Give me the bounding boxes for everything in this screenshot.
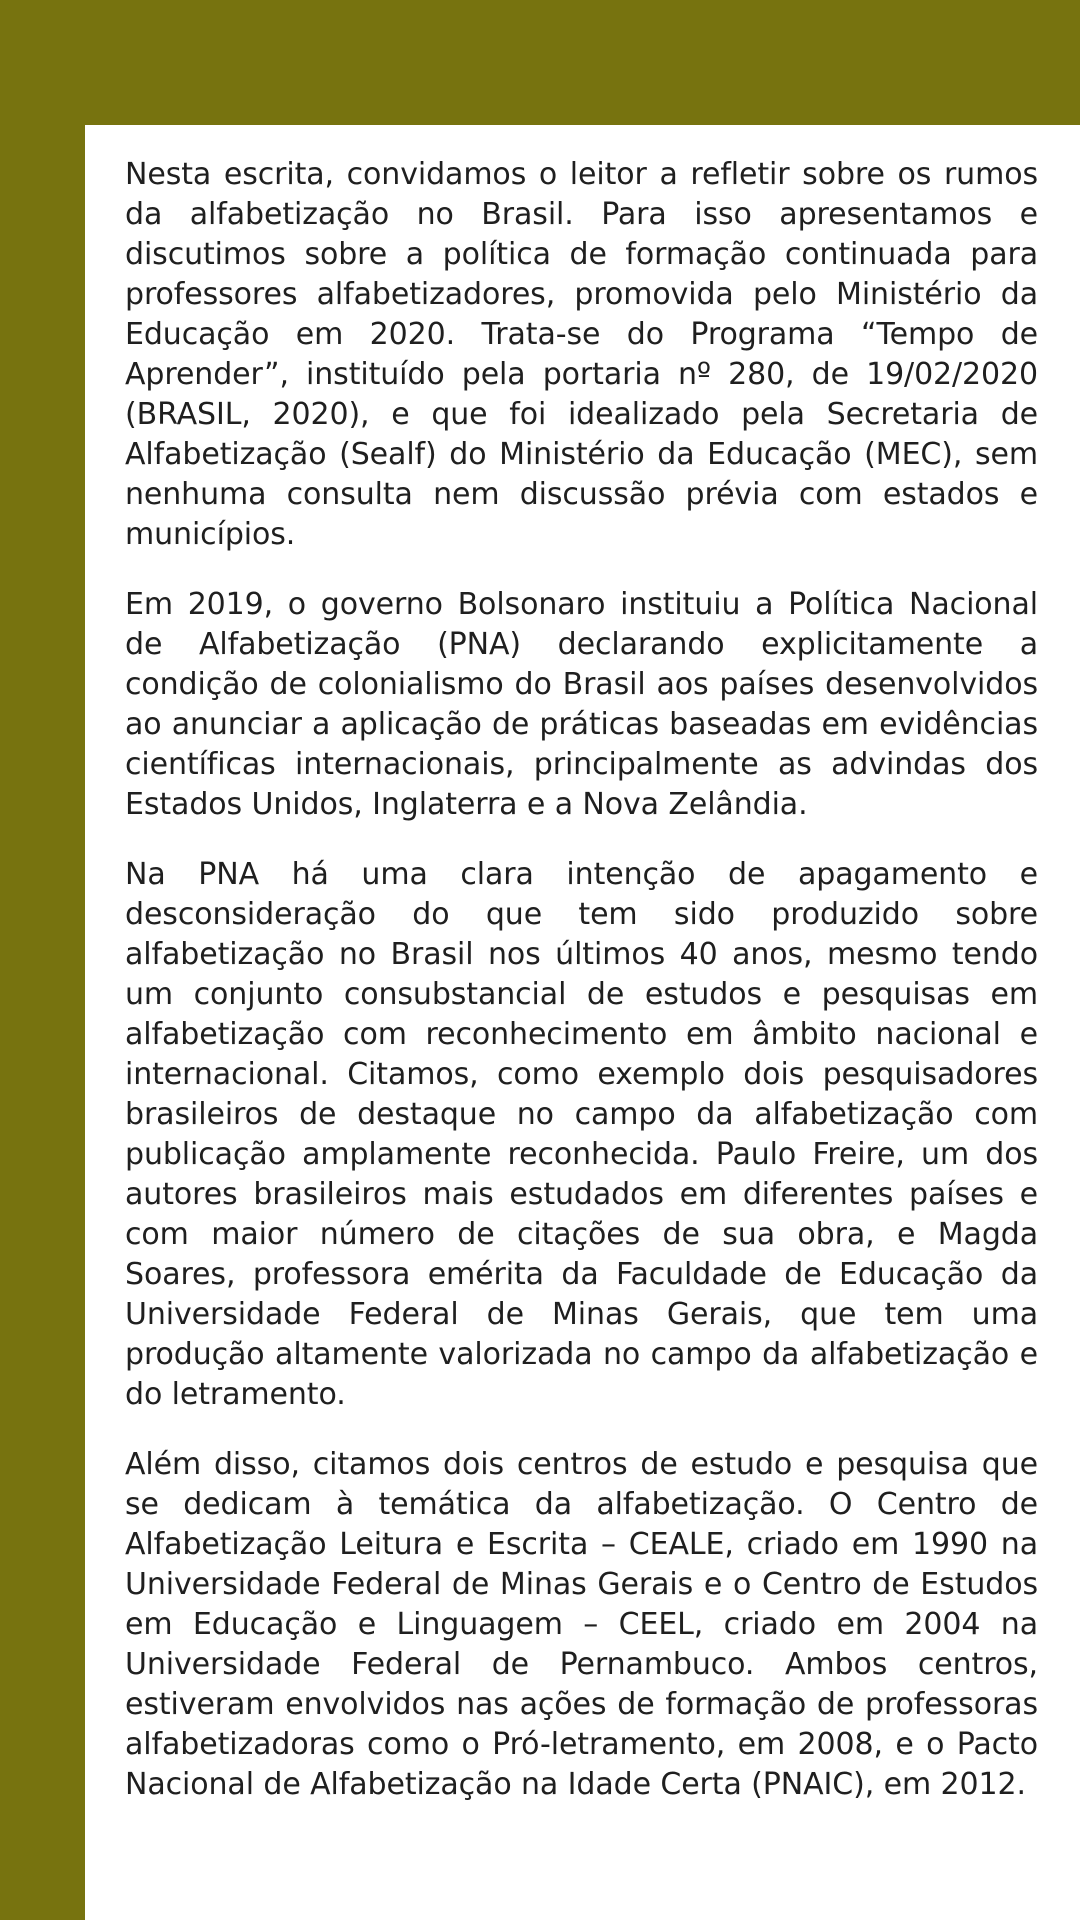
- paragraph-3: Na PNA há uma clara intenção de apagamento e desconsideração do que tem sido produzido sobre alfabetização no Brasil nos últimos 40 anos, mesmo tendo um conjunto consubstancial de estudos e pesquisas em alfabetização com reconhecimento em âmbito nacional e internacional. Citamos, como exemplo dois pesquisadores brasileiros de destaque no campo da alfabetização com publicação amplamente reconhecida. Paulo Freire, um dos autores brasileiros mais estudados em diferentes países e com maior número de citações de sua obra, e Magda Soares, professora emérita da Faculdade de Educação da Universidade Federal de Minas Gerais, que tem uma produção altamente valorizada no campo da alfabetização e do letramento.: [125, 857, 1038, 1412]
- paragraph-4: Além disso, citamos dois centros de estudo e pesquisa que se dedicam à temática da alfabetização. O Centro de Alfabetização Leitura e Escrita – CEALE, criado em 1990 na Universidade Federal de Minas Gerais e o Centro de Estudos em Educação e Linguagem – CEEL, criado em 2004 na Universidade Federal de Pernambuco. Ambos centros, estiveram envolvidos nas ações de formação de professoras alfabetizadoras como o Pró-letramento, em 2008, e o Pacto Nacional de Alfabetização na Idade Certa (PNAIC), em 2012.: [125, 1447, 1038, 1802]
- page-sheet: [85, 125, 1080, 1920]
- paragraph-1: Nesta escrita, convidamos o leitor a refletir sobre os rumos da alfabetização no Brasil. Para isso apresentamos e discutimos sobre a política de formação continuada para professores alfabetizadores, promovida pelo Ministério da Educação em 2020. Trata-se do Programa “Tempo de Aprender”, instituído pela portaria nº 280, de 19/02/2020 (BRASIL, 2020), e que foi idealizado pela Secretaria de Alfabetização (Sealf) do Ministério da Educação (MEC), sem nenhuma consulta nem discussão prévia com estados e municípios.: [125, 157, 1038, 552]
- article-body: [125, 155, 1038, 1805]
- paragraph-2: Em 2019, o governo Bolsonaro instituiu a Política Nacional de Alfabetização (PNA) declarando explicitamente a condição de colonialismo do Brasil aos países desenvolvidos ao anunciar a aplicação de práticas baseadas em evidências científicas internacionais, principalmente as advindas dos Estados Unidos, Inglaterra e a Nova Zelândia.: [125, 587, 1038, 822]
